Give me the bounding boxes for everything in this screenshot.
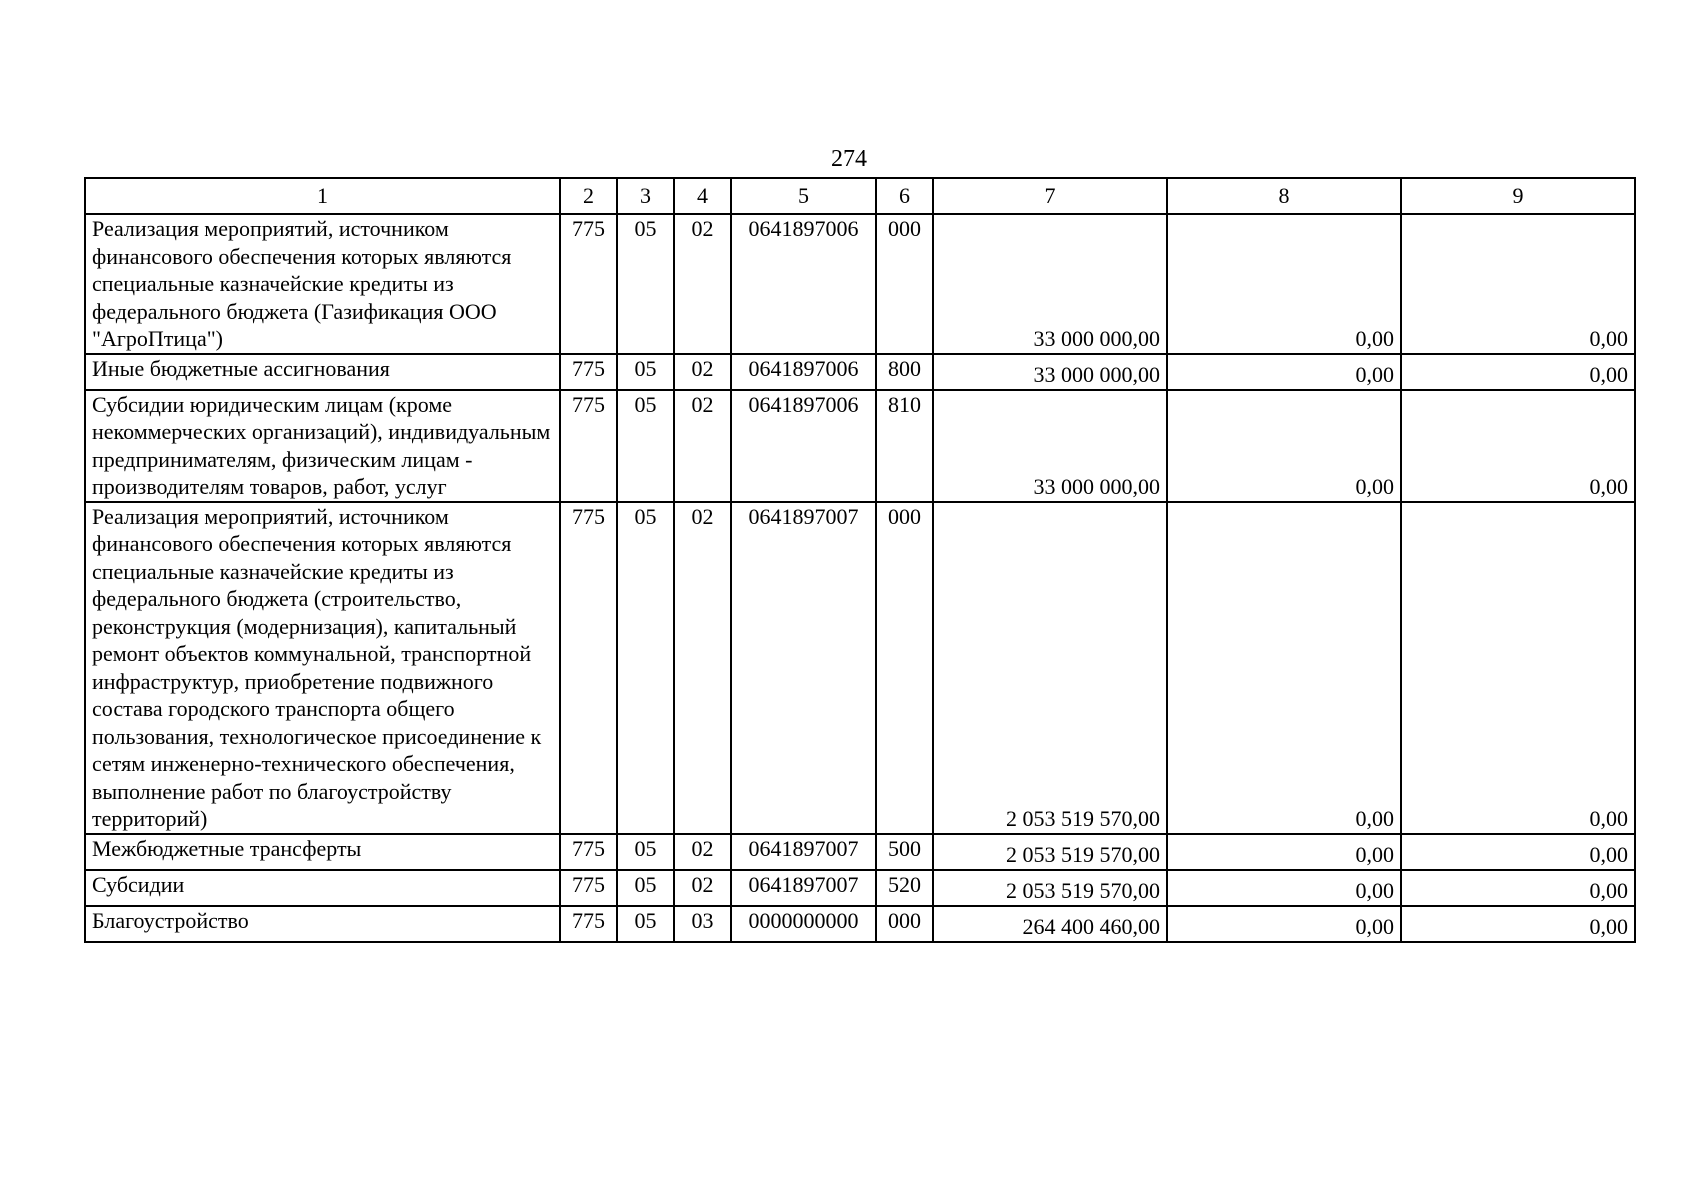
header-cell-3: 3 — [617, 178, 674, 214]
row-code-5: 0641897006 — [731, 354, 876, 390]
row-code-4: 02 — [674, 870, 731, 906]
row-code-2: 775 — [560, 906, 617, 942]
row-code-4: 02 — [674, 354, 731, 390]
row-code-6: 000 — [876, 906, 933, 942]
header-cell-5: 5 — [731, 178, 876, 214]
row-code-2: 775 — [560, 354, 617, 390]
row-amount-7: 2 053 519 570,00 — [933, 870, 1167, 906]
row-code-5: 0000000000 — [731, 906, 876, 942]
table-row — [85, 214, 1635, 354]
row-code-5: 0641897006 — [731, 214, 876, 354]
row-code-5: 0641897007 — [731, 870, 876, 906]
page-number: 274 — [831, 146, 867, 172]
row-amount-8: 0,00 — [1167, 906, 1401, 942]
row-code-3: 05 — [617, 906, 674, 942]
row-code-4: 02 — [674, 214, 731, 354]
row-code-3: 05 — [617, 390, 674, 502]
row-code-2: 775 — [560, 502, 617, 834]
row-code-4: 02 — [674, 502, 731, 834]
table-row — [85, 502, 1635, 834]
row-code-3: 05 — [617, 870, 674, 906]
row-amount-7: 2 053 519 570,00 — [933, 502, 1167, 834]
row-code-2: 775 — [560, 834, 617, 870]
budget-table — [84, 177, 1636, 943]
header-cell-4: 4 — [674, 178, 731, 214]
row-name: Межбюджетные трансферты — [85, 834, 560, 870]
row-code-4: 03 — [674, 906, 731, 942]
row-code-5: 0641897007 — [731, 834, 876, 870]
row-amount-8: 0,00 — [1167, 354, 1401, 390]
row-code-6: 520 — [876, 870, 933, 906]
row-code-4: 02 — [674, 834, 731, 870]
table-row — [85, 870, 1635, 906]
row-amount-8: 0,00 — [1167, 502, 1401, 834]
row-code-2: 775 — [560, 214, 617, 354]
row-name: Реализация мероприятий, источником финансового обеспечения которых являются специальные казначейские кредиты из федерального бюджета (Газификация ООО "АгроПтица") — [85, 214, 560, 354]
row-code-6: 810 — [876, 390, 933, 502]
row-amount-7: 264 400 460,00 — [933, 906, 1167, 942]
row-code-3: 05 — [617, 354, 674, 390]
row-code-6: 000 — [876, 214, 933, 354]
row-code-6: 500 — [876, 834, 933, 870]
row-code-3: 05 — [617, 834, 674, 870]
row-amount-9: 0,00 — [1401, 502, 1635, 834]
row-amount-8: 0,00 — [1167, 834, 1401, 870]
row-name: Благоустройство — [85, 906, 560, 942]
row-code-6: 800 — [876, 354, 933, 390]
header-cell-9: 9 — [1401, 178, 1635, 214]
row-code-6: 000 — [876, 502, 933, 834]
table-row — [85, 390, 1635, 502]
row-code-4: 02 — [674, 390, 731, 502]
row-code-5: 0641897007 — [731, 502, 876, 834]
table-row — [85, 906, 1635, 942]
row-amount-7: 33 000 000,00 — [933, 354, 1167, 390]
row-name: Субсидии юридическим лицам (кроме некоммерческих организаций), индивидуальным предпринимателям, физическим лицам - производителям товаров, работ, услуг — [85, 390, 560, 502]
row-amount-8: 0,00 — [1167, 390, 1401, 502]
row-amount-9: 0,00 — [1401, 834, 1635, 870]
row-amount-9: 0,00 — [1401, 390, 1635, 502]
header-row — [85, 178, 1635, 214]
row-code-2: 775 — [560, 870, 617, 906]
row-code-2: 775 — [560, 390, 617, 502]
table-row — [85, 354, 1635, 390]
row-amount-8: 0,00 — [1167, 870, 1401, 906]
header-cell-7: 7 — [933, 178, 1167, 214]
row-code-3: 05 — [617, 502, 674, 834]
table-row — [85, 834, 1635, 870]
row-amount-9: 0,00 — [1401, 870, 1635, 906]
header-cell-6: 6 — [876, 178, 933, 214]
row-amount-7: 2 053 519 570,00 — [933, 834, 1167, 870]
header-cell-1: 1 — [85, 178, 560, 214]
row-amount-9: 0,00 — [1401, 354, 1635, 390]
row-name: Иные бюджетные ассигнования — [85, 354, 560, 390]
row-amount-9: 0,00 — [1401, 906, 1635, 942]
row-amount-7: 33 000 000,00 — [933, 390, 1167, 502]
row-name: Реализация мероприятий, источником финансового обеспечения которых являются специальные казначейские кредиты из федерального бюджета (строительство, реконструкция (модернизация), капитальный ремонт объектов коммунальной, транспортной инфраструктур, приобретение подвижного состава городского транспорта общего пользования, технологическое присоединение к сетям инженерно-технического обеспечения, выполнение работ по благоустройству территорий) — [85, 502, 560, 834]
row-amount-8: 0,00 — [1167, 214, 1401, 354]
header-cell-8: 8 — [1167, 178, 1401, 214]
row-amount-9: 0,00 — [1401, 214, 1635, 354]
row-code-5: 0641897006 — [731, 390, 876, 502]
row-amount-7: 33 000 000,00 — [933, 214, 1167, 354]
header-cell-2: 2 — [560, 178, 617, 214]
row-code-3: 05 — [617, 214, 674, 354]
row-name: Субсидии — [85, 870, 560, 906]
